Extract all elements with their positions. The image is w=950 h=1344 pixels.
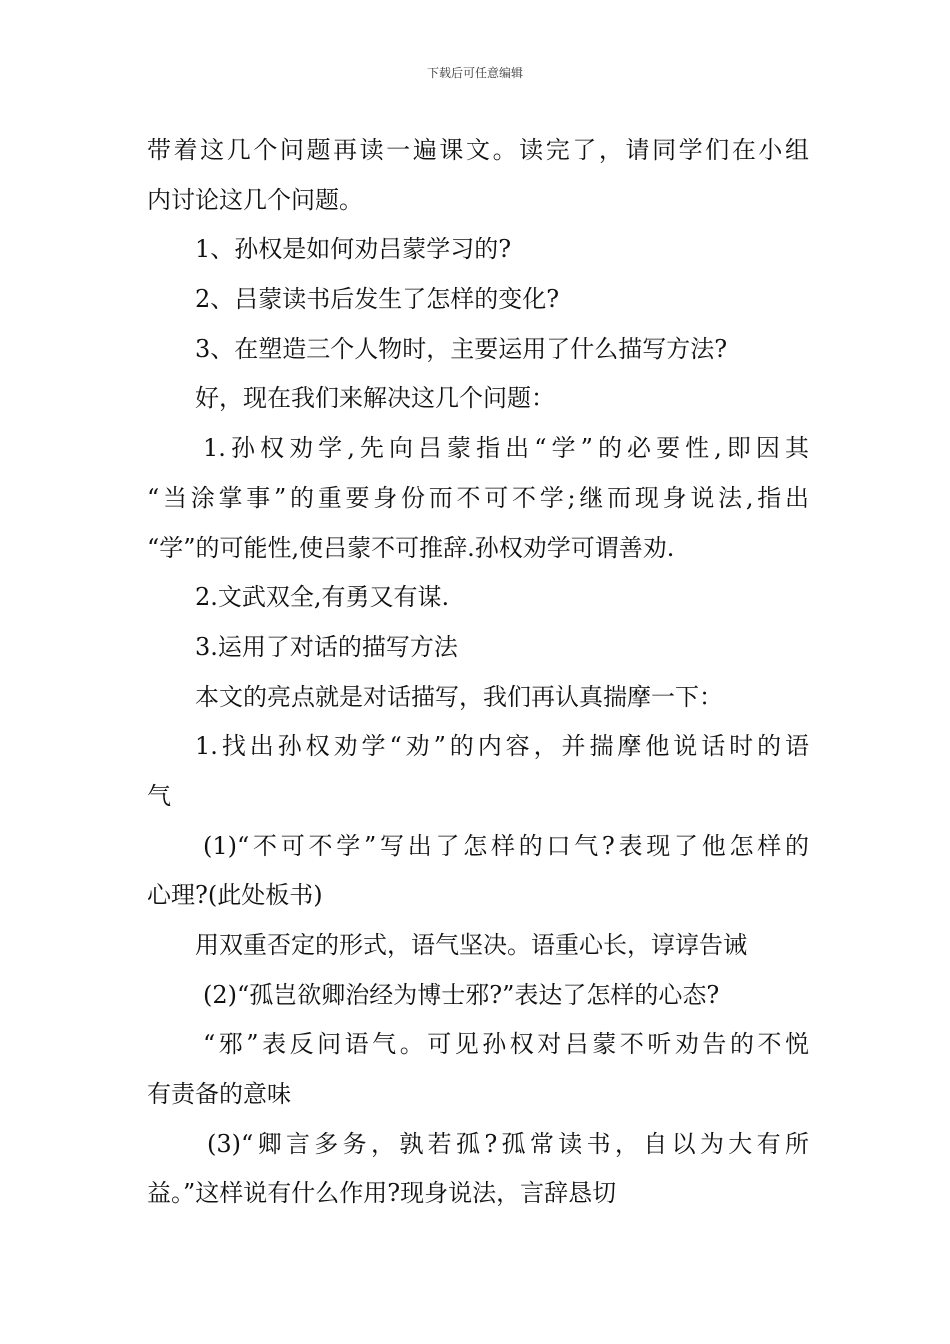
question-item: 2、吕蒙读书后发生了怎样的变化? (195, 285, 560, 314)
answer-line: “当涂掌事”的重要身份而不可不学;继而现身说法,指出 (147, 483, 809, 512)
answer-line: 1.孙权劝学,先向吕蒙指出“学”的必要性,即因其 (203, 434, 809, 463)
answer-line: 有责备的意味 (147, 1080, 291, 1109)
answer-line: “邪”表反问语气。可见孙权对吕蒙不听劝告的不悦 (203, 1030, 809, 1059)
answer-line: 3.运用了对话的描写方法 (195, 632, 458, 661)
paragraph-line: 本文的亮点就是对话描写，我们再认真揣摩一下： (195, 682, 723, 711)
paragraph-line: 气 (147, 781, 171, 810)
paragraph-line: 好，现在我们来解决这几个问题： (195, 384, 555, 413)
question-item: (2)“孤岂欲卿治经为博士邪?”表达了怎样的心态? (203, 980, 720, 1009)
page-header: 下载后可任意编辑 (426, 66, 523, 80)
question-item: 1、孙权是如何劝吕蒙学习的? (195, 235, 512, 264)
answer-line: 用双重否定的形式，语气坚决。语重心长，谆谆告诫 (195, 931, 747, 959)
document-body (147, 126, 809, 1219)
paragraph-line: 带着这几个问题再读一遍课文。读完了，请同学们在小组 (147, 136, 809, 164)
answer-line: 2.文武双全,有勇又有谋. (195, 583, 450, 612)
question-item: 心理?(此处板书) (147, 881, 323, 910)
question-item: (3)“卿言多务，孰若孤?孤常读书，自以为大有所 (207, 1129, 809, 1158)
answer-line: “学”的可能性,使吕蒙不可推辞.孙权劝学可谓善劝. (147, 533, 675, 562)
paragraph-line: 1.找出孙权劝学“劝”的内容，并揣摩他说话时的语 (195, 732, 809, 761)
question-item: 3、在塑造三个人物时，主要运用了什么描写方法? (195, 334, 728, 363)
question-item: (1)“不可不学”写出了怎样的口气?表现了他怎样的 (203, 831, 809, 860)
paragraph-line: 内讨论这几个问题。 (147, 185, 363, 214)
question-item: 益。”这样说有什么作用?现身说法，言辞恳切 (147, 1179, 617, 1208)
